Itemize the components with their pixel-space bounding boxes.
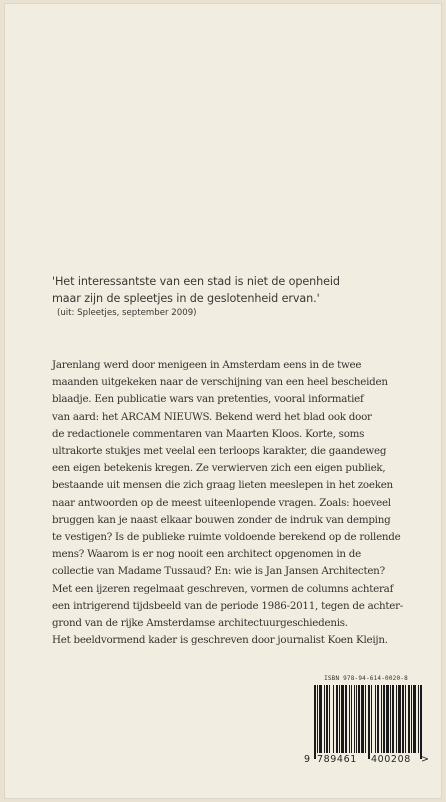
barcode-bar xyxy=(361,685,364,753)
barcode-bar xyxy=(324,685,325,753)
barcode-bar xyxy=(358,685,360,753)
barcode-bar xyxy=(377,685,379,753)
blurb-line: Jarenlang werd door menigeen in Amsterdam eens in de twee xyxy=(52,359,362,371)
pull-quote xyxy=(52,274,432,307)
blurb-line: Met een ijzeren regelmaat geschreven, vormen de columns achteraf xyxy=(52,582,394,595)
blurb-text xyxy=(52,357,434,649)
barcode-bar xyxy=(418,685,419,753)
quote-line: 'Het interessantste van een stad is niet de openheid xyxy=(52,275,340,288)
barcode-bar xyxy=(390,685,391,753)
barcode-bar xyxy=(341,685,344,753)
barcode-bar xyxy=(319,685,322,753)
barcode-bar xyxy=(381,685,382,753)
barcode-bars xyxy=(314,685,422,759)
barcode-bar xyxy=(333,685,334,753)
barcode-bar xyxy=(349,685,350,753)
blurb-line: bruggen kan je naast elkaar bouwen zonder de indruk van demping xyxy=(52,513,391,526)
quiet-zone-mark: > xyxy=(421,754,430,765)
barcode-bar xyxy=(413,685,416,753)
blurb-line: een intrigerend tijdsbeeld van de periode 1986-2011, tegen de achter- xyxy=(52,599,404,612)
barcode-bar xyxy=(375,685,376,753)
quote-line: maar zijn de spleetjes in de geslotenheid ervan.' xyxy=(52,291,320,305)
blurb-line: mens? Waarom is er nog nooit een architect opgenomen in de xyxy=(52,548,361,561)
blurb-line: een eigen betekenis kregen. Ze verwierven zich een eigen publiek, xyxy=(52,462,386,475)
blurb-line: maanden uitgekeken naar de verschijning van een heel bescheiden xyxy=(52,376,388,389)
ean-group-right: 400208 xyxy=(371,754,411,765)
barcode-bar xyxy=(365,685,366,753)
barcode-bar xyxy=(336,685,338,753)
barcode-bar xyxy=(368,685,370,759)
blurb-line: Het beeldvormend kader is geschreven door journalist Koen Kleijn. xyxy=(52,634,388,647)
barcode-bar xyxy=(420,685,422,759)
blurb-line: collectie van Madame Tussaud? En: wie is Jan Jansen Architecten? xyxy=(52,565,385,578)
blurb-line: naar antwoorden op de meest uiteenlopende vragen. Zoals: hoeveel xyxy=(52,496,391,509)
blurb-line: bestaande uit mensen die zich graag lieten meeslepen in het zoeken xyxy=(52,479,393,492)
isbn-barcode xyxy=(304,675,432,775)
ean-lead-digit: 9 xyxy=(304,754,311,765)
barcode-bar xyxy=(408,685,410,753)
blurb-line: van aard: het ARCAM NIEUWS. Bekend werd het blad ook door xyxy=(52,410,372,423)
barcode-bar xyxy=(314,685,316,759)
book-back-cover xyxy=(4,3,442,799)
blurb-line: te vestigen? Is de publieke ruimte voldoende berekend op de rollende xyxy=(52,531,401,544)
barcode-bar xyxy=(411,685,412,753)
quote-source: (uit: Spleetjes, september 2009) xyxy=(57,308,197,318)
barcode-bar xyxy=(345,685,347,753)
blurb-line: blaadje. Een publicatie wars van pretenties, vooral informatief xyxy=(52,393,364,406)
barcode-bar xyxy=(356,685,357,753)
barcode-bar xyxy=(317,685,318,753)
barcode-bar xyxy=(326,685,328,753)
barcode-bar xyxy=(386,685,389,753)
ean-group-left: 789461 xyxy=(317,754,357,765)
barcode-bar xyxy=(339,685,340,753)
barcode-bar xyxy=(392,685,394,753)
barcode-bar xyxy=(371,685,372,753)
barcode-bar xyxy=(329,685,330,753)
blurb-line: de redactionele commentaren van Maarten Kloos. Korte, soms xyxy=(52,427,365,440)
barcode-bar xyxy=(383,685,385,753)
barcode-bar xyxy=(398,685,401,753)
barcode-bar xyxy=(405,685,406,753)
blurb-line: ultrakorte stukjes met veelal een terloops karakter, die gaandeweg xyxy=(52,445,387,458)
barcode-bar xyxy=(402,685,404,753)
barcode-bar xyxy=(396,685,397,753)
barcode-bar xyxy=(354,685,355,753)
blurb-line: grond van de rijke Amsterdamse architectuurgeschiedenis. xyxy=(52,617,348,630)
isbn-label: ISBN 978-94-614-0020-8 xyxy=(324,675,408,682)
barcode-bar xyxy=(351,685,352,753)
